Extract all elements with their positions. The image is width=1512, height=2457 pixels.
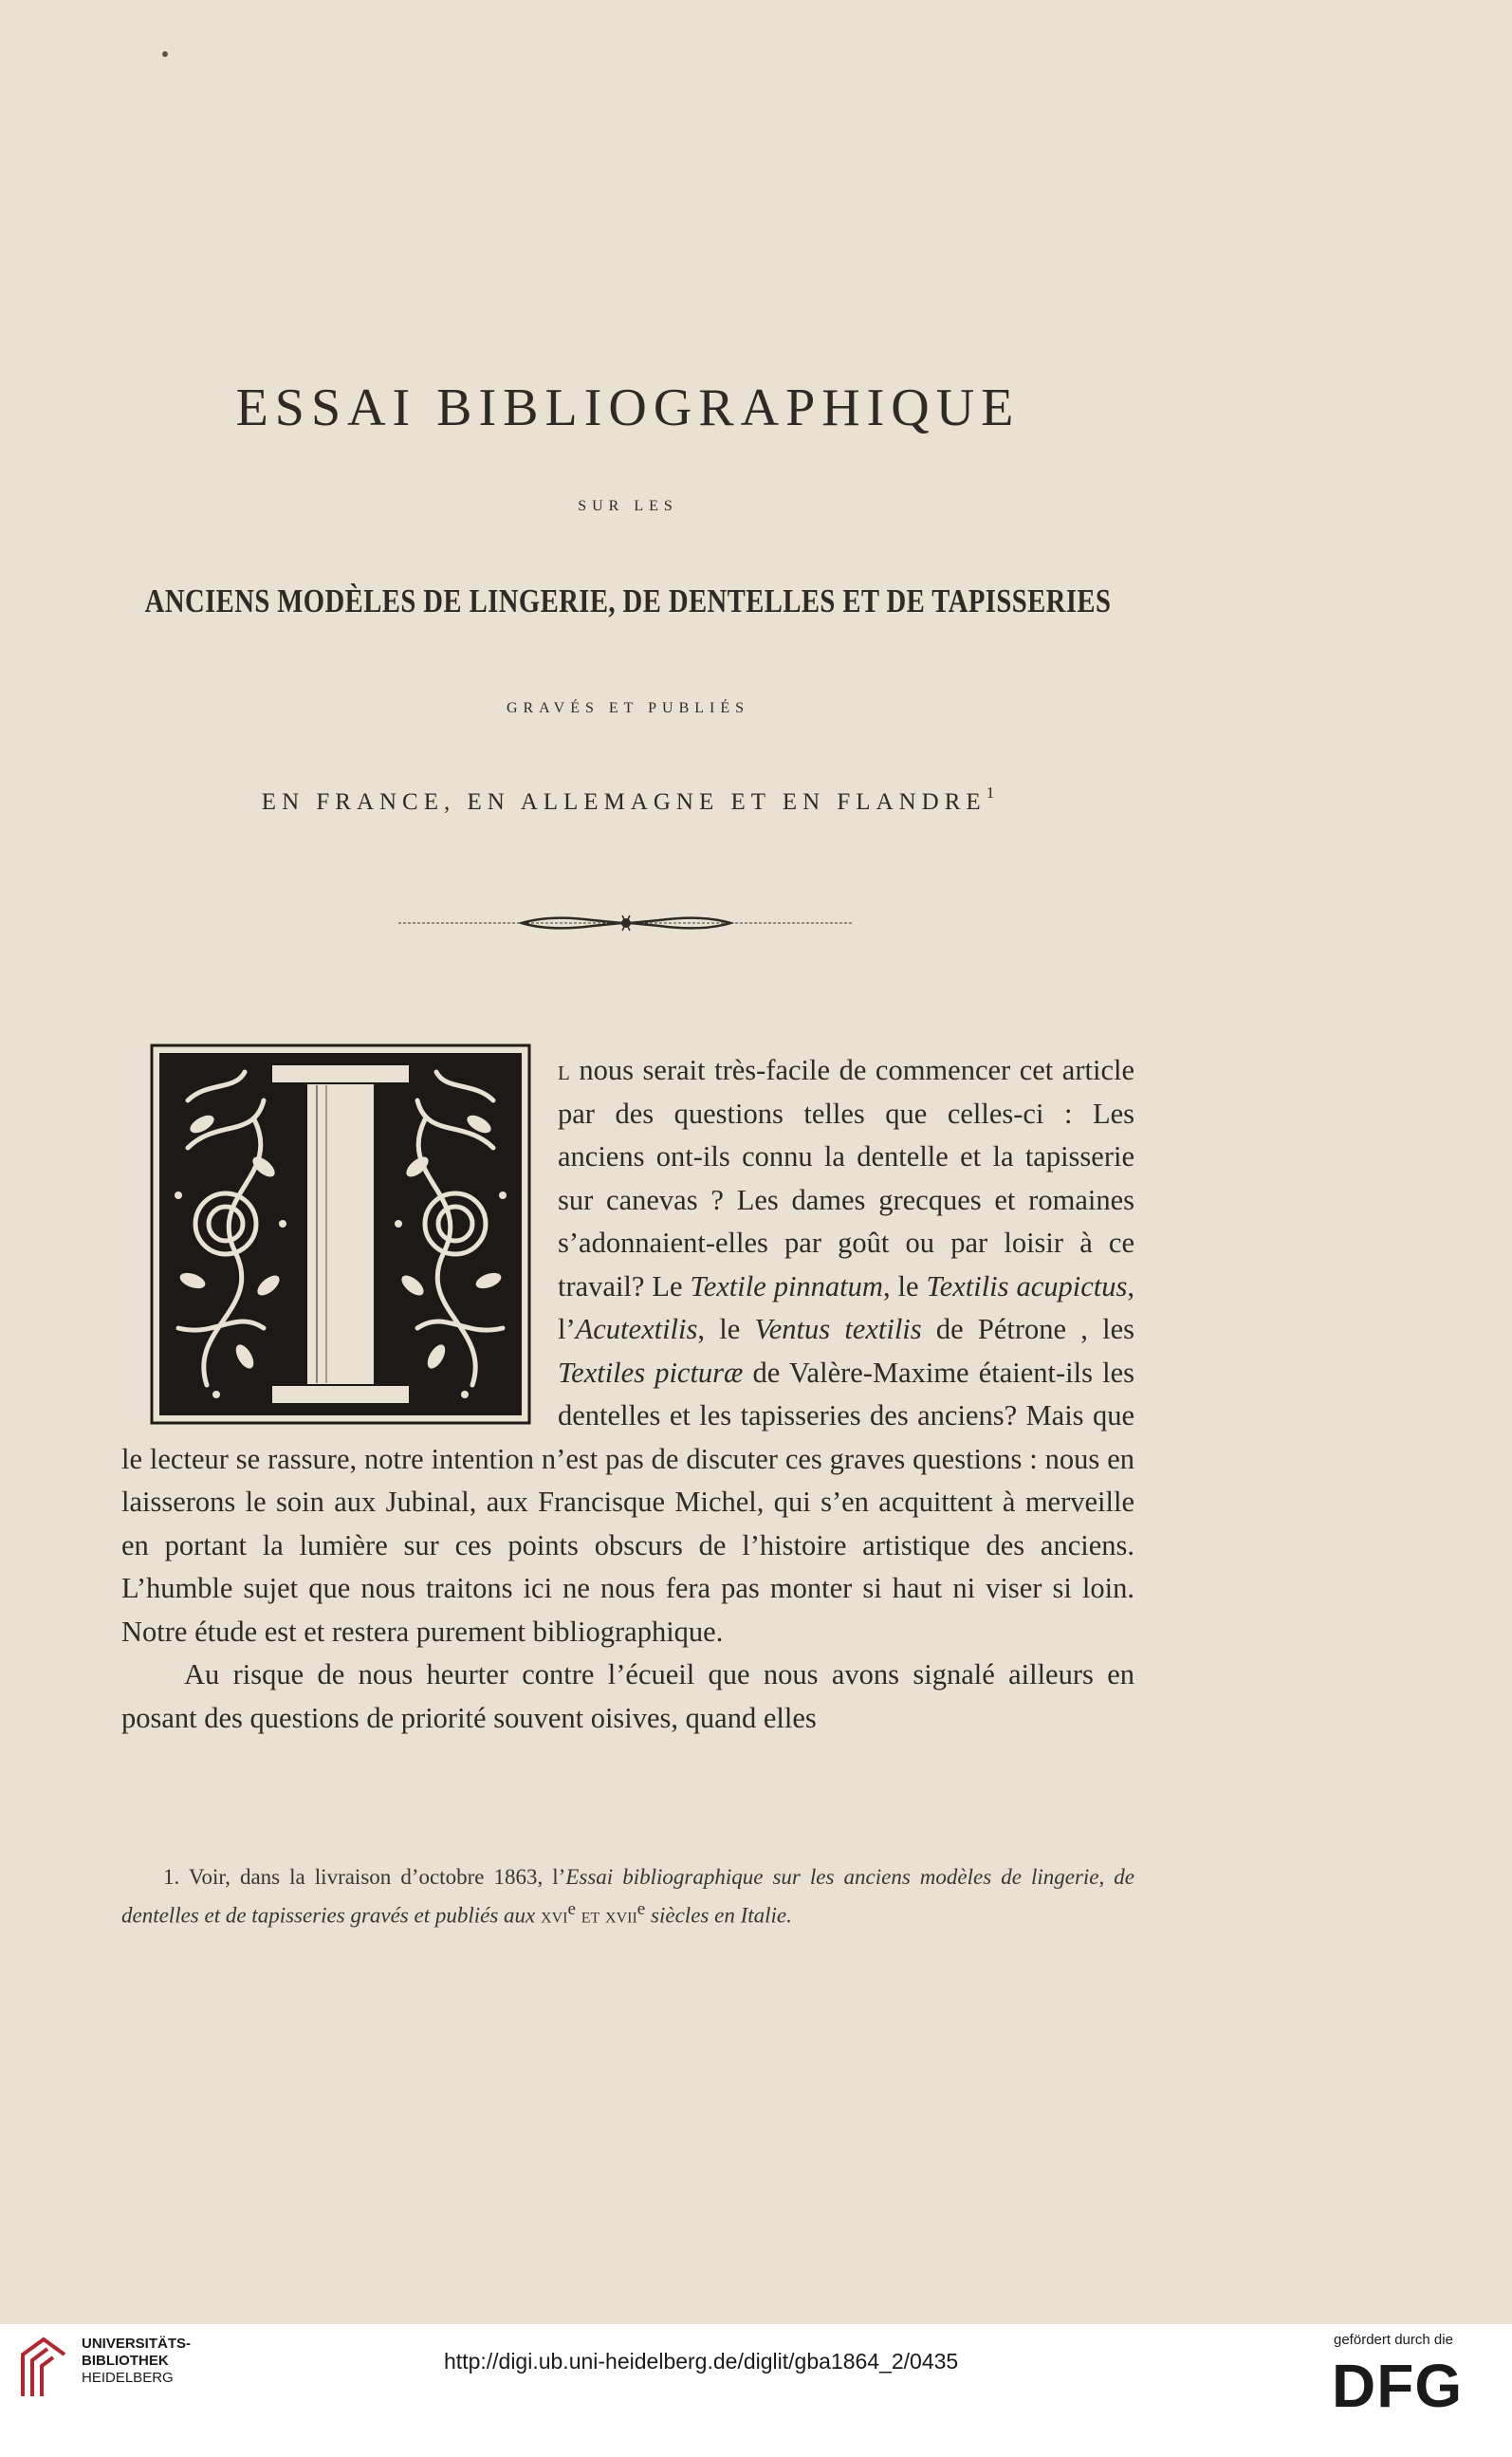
- scan-speck: [162, 51, 168, 57]
- footnote-sup-2: e: [636, 1899, 646, 1919]
- paragraph-1: [121, 1049, 1134, 1653]
- footnote-sup-1: e: [567, 1899, 576, 1919]
- article-body: [121, 1049, 1134, 1740]
- drop-cap-continuation: l: [558, 1054, 570, 1086]
- p1-text-f: de Valère-Maxime étaient-ils les dentelles et les tapisseries des anciens? Mais que le lecteur se rassure, notre intention n’est pas de discuter ces graves questions : nous en laisserons le soin aux Jubinal, aux Francisque Michel, qui s’en acquittent à merveille en portant la lumière sur ces points obscurs de l’histoire artistique des anciens. L’humble sujet que nous traitons ici ne nous fera pas monter si haut ni viser si loin. Notre étude est et restera purement bibliographique.: [121, 1356, 1135, 1648]
- countries-text: EN FRANCE, EN ALLEMAGNE ET EN FLANDRE: [261, 789, 986, 815]
- drop-cap-space: [121, 1049, 558, 1429]
- p1-text-c: , l’: [558, 1269, 1135, 1345]
- ornamental-divider: [398, 913, 854, 933]
- title-connector-graves: GRAVÉS ET PUBLIÉS: [506, 700, 750, 716]
- library-logo-icon: [15, 2334, 72, 2400]
- library-name-line-3: HEIDELBERG: [82, 2370, 174, 2386]
- p1-italic-2: Textilis acupictus: [926, 1269, 1128, 1302]
- footnote-italic: Essai bibliographique sur les anciens modèles de lingerie, de dentelles et de tapisseries gravés et publiés aux: [121, 1865, 1135, 1928]
- library-name: [82, 2336, 191, 2387]
- p1-text-b: , le: [882, 1269, 927, 1302]
- p1-italic-5: Textiles picturæ: [558, 1356, 744, 1389]
- article-title: ESSAI BIBLIOGRAPHIQUE: [235, 379, 1021, 437]
- p1-text-d: , le: [697, 1313, 755, 1345]
- footnote-reference: 1: [986, 784, 995, 802]
- footnote: [121, 1861, 1134, 1932]
- footnote-text-a: 1. Voir, dans la livraison d’octobre 1863, l’: [163, 1865, 566, 1889]
- title-connector-sur-les: SUR LES: [578, 498, 678, 514]
- p1-italic-1: Textile pinnatum: [690, 1269, 883, 1302]
- footnote-century-1: xvi: [535, 1903, 568, 1928]
- library-name-line-1: UNIVERSITÄTS-: [82, 2336, 192, 2352]
- article-countries-line: [0, 784, 1256, 816]
- article-subtitle: ANCIENS MODÈLES DE LINGERIE, DE DENTELLES ET DE TAPISSERIES: [144, 582, 1112, 619]
- funded-by-label: gefördert durch die: [1334, 2332, 1453, 2348]
- library-name-line-2: BIBLIOTHEK: [82, 2353, 169, 2369]
- paragraph-2: Au risque de nous heurter contre l’écueil que nous avons signalé ailleurs en posant des questions de priorité souvent oisives, quand elles: [121, 1658, 1134, 1734]
- digitization-footer: [0, 2324, 1512, 2457]
- footnote-italic-2: siècles en Italie.: [645, 1903, 792, 1928]
- digital-copy-url-link[interactable]: http://digi.ub.uni-heidelberg.de/diglit/gba1864_2/0435: [444, 2349, 959, 2374]
- dfg-logo: DFG: [1332, 2352, 1464, 2420]
- p1-text-e: de Pétrone , les: [921, 1313, 1134, 1345]
- p1-italic-4: Ventus textilis: [754, 1313, 922, 1345]
- p1-text-a: nous serait très-facile de commencer cet article par des questions telles que celles-ci : Les anciens ont-ils connu la dentelle et la tapisserie sur canevas ? Les dames grecques et romaines s’adonnaient-elles par goût ou par loisir à ce travail? Le: [558, 1054, 1134, 1302]
- p1-italic-3: Acutextilis: [575, 1313, 698, 1345]
- footnote-century-2: et xvii: [575, 1903, 637, 1928]
